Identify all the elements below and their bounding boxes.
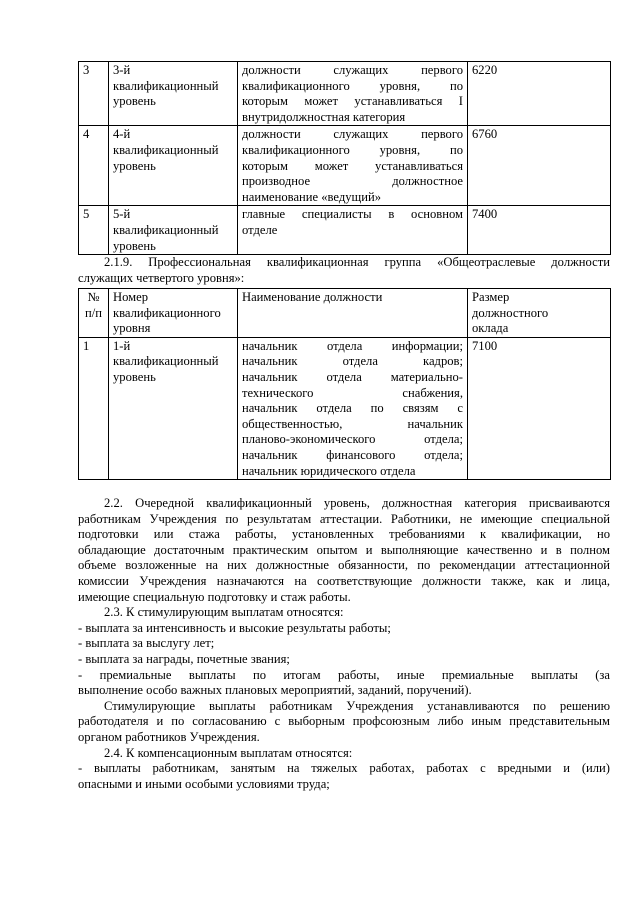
list-item-line: - премиальные выплаты по итогам работы, иные премиальные выплаты (за: [78, 667, 610, 682]
position-line: начальник финансового отдела;: [242, 447, 463, 462]
position-line: начальник отдела материально-: [242, 369, 463, 384]
position-line: должности служащих первого: [242, 63, 463, 77]
header-pay: Размер должностного оклада: [468, 289, 611, 338]
position-line: наименование «ведущий»: [242, 189, 382, 204]
position-line: квалификационного уровня, по: [242, 78, 463, 93]
group-caption-line2: служащих четвертого уровня»:: [78, 270, 245, 285]
group-caption-line1: 2.1.9. Профессиональная квалификационная группа «Общеотраслевые должности: [104, 255, 610, 269]
row-num: 5: [79, 206, 109, 255]
position-line: начальник юридического отдела: [242, 463, 416, 478]
position-line: внутридолжностная категория: [242, 109, 406, 124]
row-level: [109, 206, 238, 255]
position-line: которым может устанавливаться: [242, 158, 463, 173]
position-line: должности служащих первого: [242, 127, 463, 142]
list-item-line: - выплаты работникам, занятым на тяжелых работах, работах с вредными и (или): [78, 761, 610, 776]
list-item-line: выполнение особо важных плановых мероприятий, заданий, поручений).: [78, 683, 472, 698]
row-level: [109, 62, 238, 126]
level-line: 4-й: [113, 127, 131, 142]
list-item: - выплата за выслугу лет;: [78, 636, 215, 651]
position-line: технического снабжения,: [242, 385, 463, 400]
paragraph-line: 2.2. Очередной квалификационный уровень, должностная категория присваиваются: [104, 496, 610, 510]
position-line: планово-экономического отдела;: [242, 432, 463, 447]
body-text: [78, 496, 610, 792]
level-line: квалификационный: [113, 142, 219, 157]
stimulating-payments-list: [78, 621, 610, 668]
level-line: уровень: [113, 238, 156, 253]
paragraph-line: обладающие достаточным практическим опытом и выполняющие качественно и в полном: [78, 542, 610, 557]
level-line: 5-й: [113, 207, 131, 222]
row-pay: 7100: [468, 337, 611, 479]
position-line: отделе: [242, 222, 278, 237]
level-line: уровень: [113, 94, 156, 109]
list-item: - выплата за награды, почетные звания;: [78, 651, 290, 666]
paragraph-2-4-title: 2.4. К компенсационным выплатам относятся:: [104, 745, 353, 760]
paragraph-line: органом работников Учреждения.: [78, 729, 260, 744]
level-line: квалификационный: [113, 222, 219, 237]
position-line: квалификационного уровня, по: [242, 142, 463, 157]
level-line: квалификационный: [113, 78, 219, 93]
row-pay: 6220: [468, 62, 611, 126]
paragraph-line: имеющие специальную подготовку и стаж работы.: [78, 589, 351, 604]
premium-payments-item: [78, 668, 610, 699]
header-name: Наименование должности: [238, 289, 468, 338]
row-level: 1-й квалификационный уровень: [109, 337, 238, 479]
row-pay: 7400: [468, 206, 611, 255]
row-pay: 6760: [468, 126, 611, 206]
position-line: производное должностное: [242, 174, 463, 189]
row-level: [109, 126, 238, 206]
position-line: начальник отдела по связям с: [242, 401, 463, 416]
paragraph-line: Стимулирующие выплаты работникам Учреждения устанавливаются по решению: [104, 698, 610, 713]
level-line: 3-й: [113, 63, 131, 77]
paragraph-line: работникам Учреждения по результатам аттестации. Работники, не имеющие специальной: [78, 511, 610, 526]
paragraph-stimulating-payments: [78, 699, 610, 746]
row-num: 3: [79, 62, 109, 126]
table-row: [79, 337, 611, 479]
paragraph-line: объеме возложенные на них должностные обязанности, по рекомендации аттестационной: [78, 558, 610, 573]
table-row: [79, 62, 611, 126]
table-row: [79, 206, 611, 255]
row-positions: [238, 62, 468, 126]
position-line: которым может устанавливаться I: [242, 94, 463, 109]
header-num: № п/п: [79, 289, 109, 338]
paragraph-line: работодателя и по согласованию с выборным профсоюзным либо иным представительным: [78, 714, 610, 729]
row-num: 4: [79, 126, 109, 206]
paragraph-2-3-title: 2.3. К стимулирующим выплатам относятся:: [104, 605, 344, 620]
row-positions: [238, 126, 468, 206]
position-line: начальник отдела информации;: [242, 338, 463, 353]
qualification-table-continued: [78, 61, 611, 255]
header-level: Номер квалификационного уровня: [109, 289, 238, 338]
row-positions: [238, 337, 468, 479]
level-line: уровень: [113, 158, 156, 173]
row-num: 1: [79, 337, 109, 479]
position-line: общественностью, начальник: [242, 416, 463, 431]
table-header-row: [79, 289, 611, 338]
position-line: начальник отдела кадров;: [242, 354, 463, 369]
qualification-table-level4: [78, 288, 611, 480]
table-row: [79, 126, 611, 206]
paragraph-line: комиссии Учреждения назначаются на соответствующие должности также, как и лица,: [78, 573, 610, 588]
group-caption: [78, 255, 610, 286]
position-line: главные специалисты в основном: [242, 207, 463, 222]
paragraph-2-2: [78, 496, 610, 605]
list-item-line: опасными и иными особыми условиями труда;: [78, 776, 330, 791]
row-positions: [238, 206, 468, 255]
paragraph-line: подготовки или стажа работы, установленных требованиями к квалификации, но: [78, 527, 610, 542]
compensation-payments-item: [78, 761, 610, 792]
list-item: - выплата за интенсивность и высокие результаты работы;: [78, 620, 391, 635]
